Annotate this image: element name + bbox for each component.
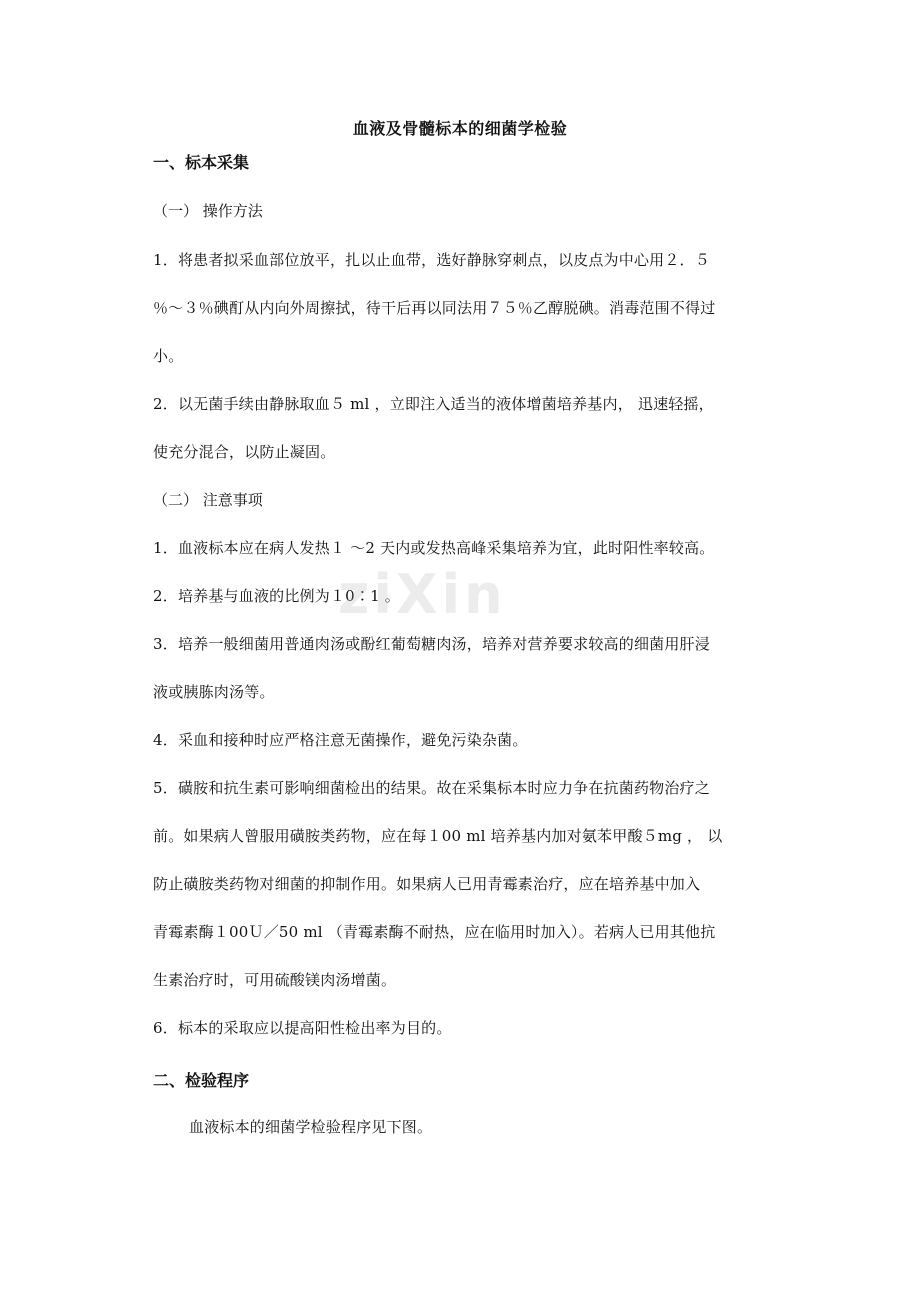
test-procedure-paragraph: 血液标本的细菌学检验程序见下图。 bbox=[189, 1118, 433, 1136]
subsection-heading-procedure: （一） 操作方法 bbox=[153, 202, 263, 220]
section-heading-test-procedure: 二、检验程序 bbox=[153, 1071, 250, 1090]
document-title: 血液及骨髓标本的细菌学检验 bbox=[352, 119, 568, 138]
procedure-line: 1．将患者拟采血部位放平，扎以止血带，选好静脉穿刺点，以皮点为中心用２．５ bbox=[153, 251, 710, 269]
precaution-line: 青霉素酶１00Ｕ／50 ml （青霉素酶不耐热，应在临用时加入）。若病人已用其他抗 bbox=[153, 923, 716, 941]
precaution-line: 生素治疗时，可用硫酸镁肉汤增菌。 bbox=[153, 971, 397, 989]
precaution-line: 4．采血和接种时应严格注意无菌操作，避免污染杂菌。 bbox=[153, 731, 528, 749]
precaution-line: 液或胰胨肉汤等。 bbox=[153, 683, 275, 701]
procedure-line: 使充分混合，以防止凝固。 bbox=[153, 443, 336, 461]
procedure-line: 小。 bbox=[153, 347, 184, 365]
subsection-heading-precautions: （二） 注意事项 bbox=[153, 491, 263, 509]
precaution-line: 防止磺胺类药物对细菌的抑制作用。如果病人已用青霉素治疗，应在培养基中加入 bbox=[153, 875, 701, 893]
precaution-line: 3．培养一般细菌用普通肉汤或酚红葡萄糖肉汤，培养对营养要求较高的细菌用肝浸 bbox=[153, 635, 710, 653]
precaution-line: 1．血液标本应在病人发热１ ～2 天内或发热高峰采集培养为宜，此时阳性率较高。 bbox=[153, 539, 715, 557]
precaution-line: 5．磺胺和抗生素可影响细菌检出的结果。故在采集标本时应力争在抗菌药物治疗之 bbox=[153, 779, 710, 797]
procedure-line: 2．以无菌手续由静脉取血５ ml ，立即注入适当的液体增菌培养基内， 迅速轻摇， bbox=[153, 395, 714, 413]
precaution-line: 6．标本的采取应以提高阳性检出率为目的。 bbox=[153, 1019, 452, 1037]
section-heading-specimen-collection: 一、标本采集 bbox=[153, 153, 250, 172]
precaution-line: 2．培养基与血液的比例为１0∶1 。 bbox=[153, 587, 400, 605]
procedure-line: ％～３％碘酊从内向外周擦拭，待干后再以同法用７５％乙醇脱碘。消毒范围不得过 bbox=[153, 299, 716, 317]
precaution-line: 前。如果病人曾服用磺胺类药物，应在每１00 ml 培养基内加对氨苯甲酸５mg ， 以 bbox=[153, 827, 723, 845]
watermark-logo: ziXin bbox=[338, 563, 507, 626]
